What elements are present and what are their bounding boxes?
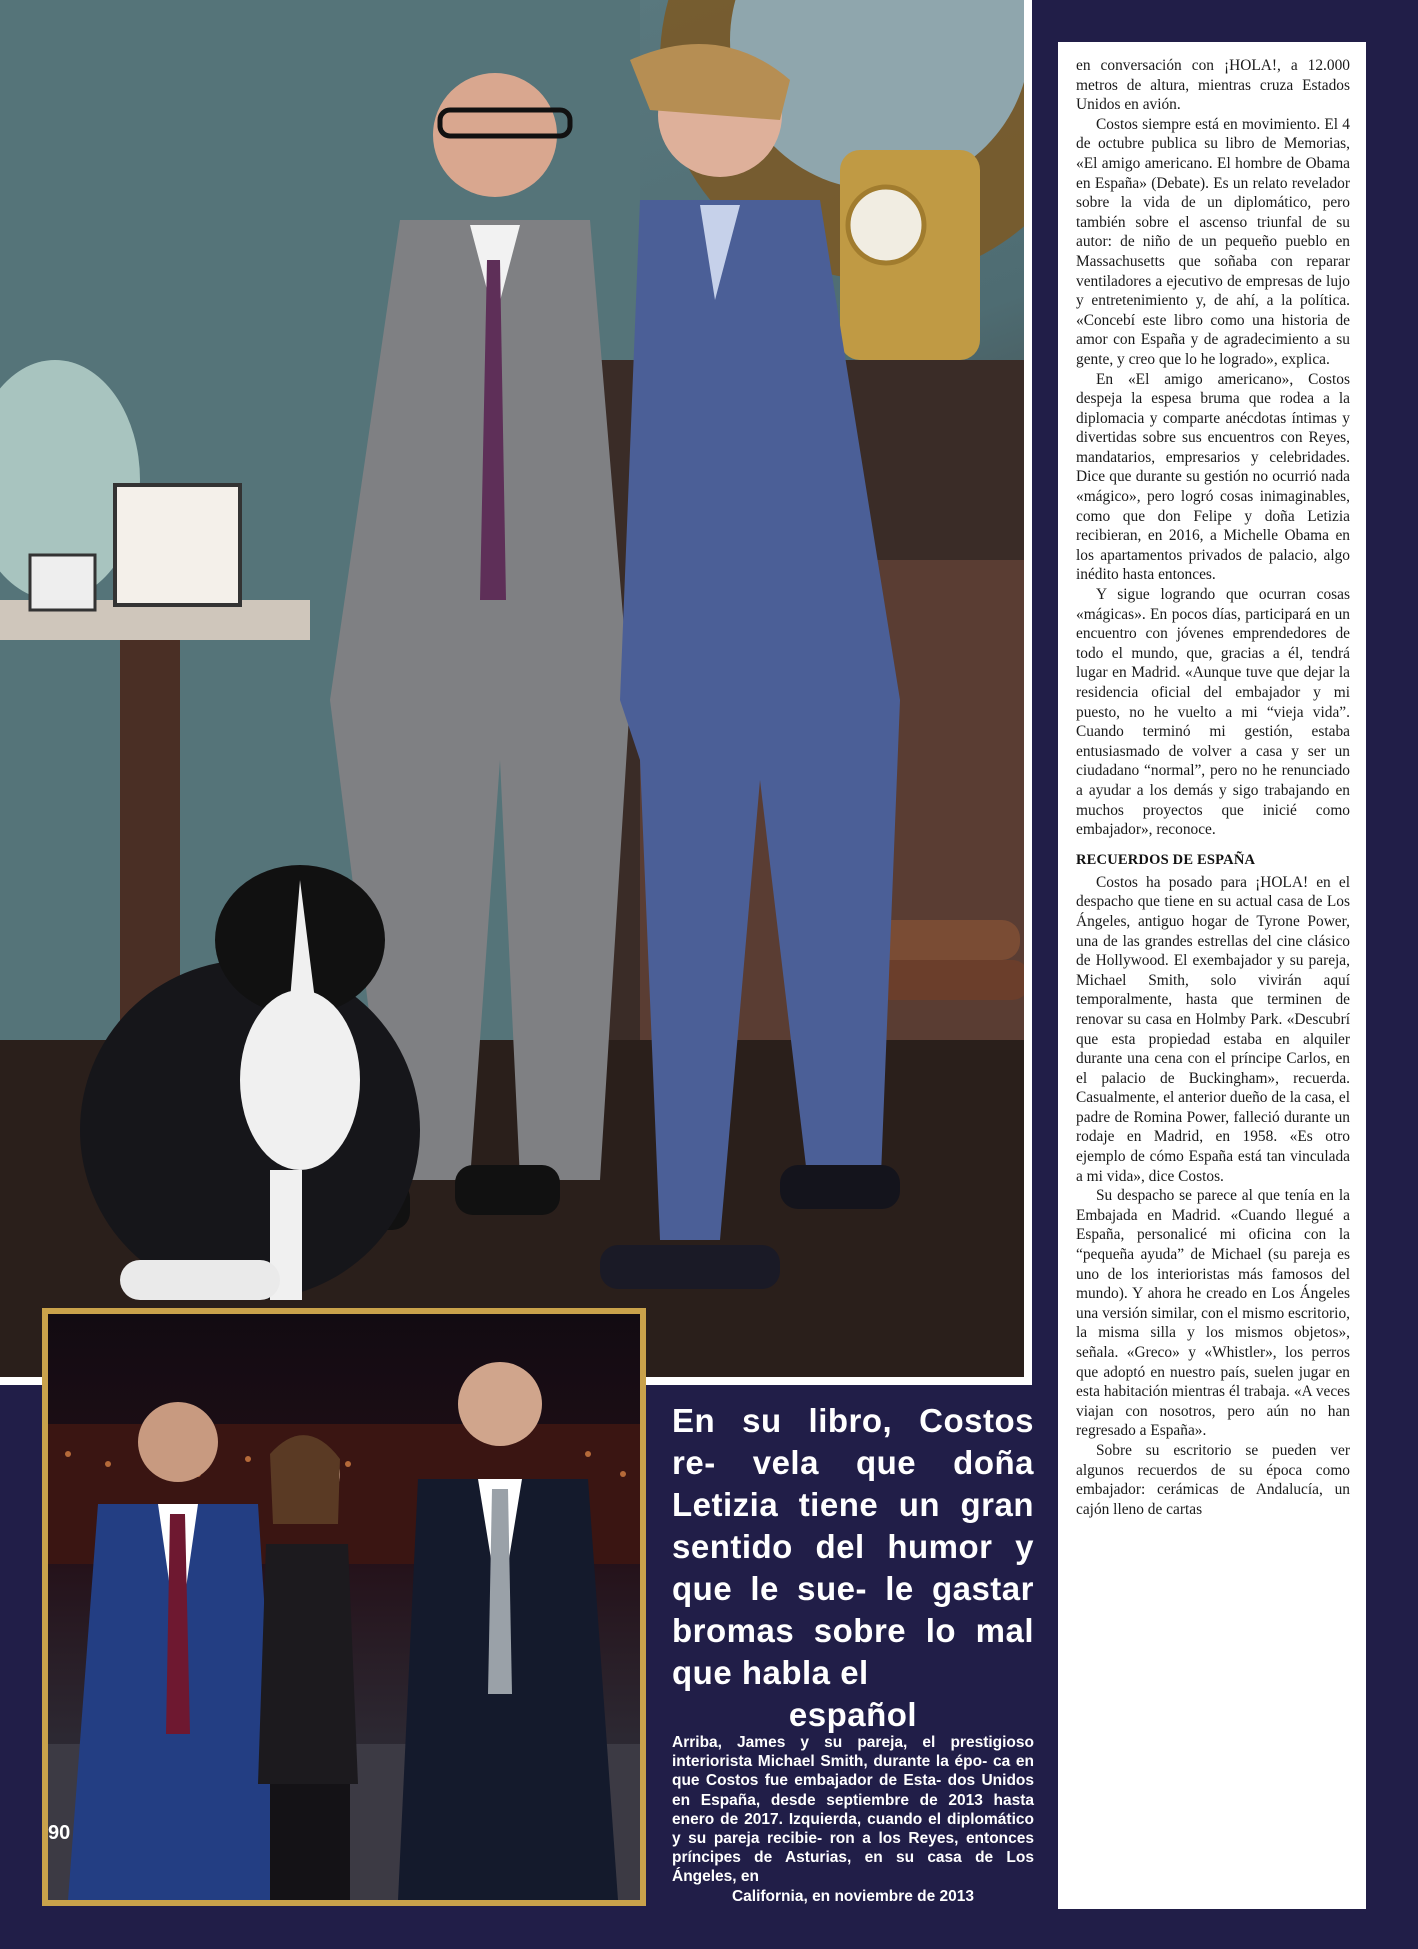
article-column xyxy=(1058,42,1366,1909)
photo-caption xyxy=(672,1733,1034,1906)
article-paragraph: En «El amigo americano», Costos despeja la espesa bruma que rodea a la diplomacia y comparte anécdotas íntimas y divertidas sobre sus encuentros con Reyes, mandatarios, empresarios y celebridades. Dice que durante su gestión no ocurrió nada «mágico», pero logró cosas inimaginables, como que don Felipe y doña Letizia recibieran, en 2016, a Michelle Obama en los apartamentos privados de palacio, algo inédito hasta entonces. xyxy=(1076,370,1350,584)
caption-last-line: California, en noviembre de 2013 xyxy=(731,1887,975,1905)
article-paragraph: Costos ha posado para ¡HOLA! en el despacho que tiene en su actual casa de Los Ángeles, antiguo hogar de Tyrone Power, una de las grandes estrellas del cine clásico de Hollywood. El exembajador y su pareja, Michael Smith, solo vivirán aquí temporalmente, hasta que terminen de renovar su casa en Holmby Park. «Descubrí que esta propiedad estaba en alquiler durante una cena con el príncipe Carlos, en el palacio de Buckingham», recuerda. Casualmente, el anterior dueño de la casa, el padre de Romina Power, falleció durante un rodaje en Madrid, en 1958. «Es otro ejemplo de cómo España está tan vinculada a mi vida», dice Costos. xyxy=(1076,873,1350,1185)
caption-line: ca en que Costos fue embajador de Esta- xyxy=(672,1753,1035,1790)
pull-quote-line: del humor y que le sue- xyxy=(672,1528,1034,1607)
pull-quote-line: vela que doña Letizia xyxy=(672,1444,1034,1523)
article-paragraph: Costos siempre está en movimiento. El 4 de octubre publica su libro de Memorias, «El amigo americano. El hombre de Obama en España» (Debate). Es un relato revelador sobre la vida de un diplomático, pero también sobre el ascenso triunfal de su autor: de niño de un pequeño pueblo en Massachusetts que soñaba con reparar ventiladores a ejecutivo de empresas de lujo y entretenimiento y, de ahí, a la política. «Concebí este libro como una historia de amor con España y de agradecimiento a su gente, y creo que lo he logrado», explica. xyxy=(1076,115,1350,368)
caption-line: cuando el diplomático y su pareja recibie- xyxy=(672,1810,1034,1848)
caption-line: ron a los Reyes, entonces príncipes de xyxy=(672,1830,1034,1867)
pull-quote-last-line: español xyxy=(788,1696,918,1733)
caption-line: Arriba, James y su pareja, el prestigioso xyxy=(672,1734,1034,1751)
pull-quote-line: En su libro, Costos re- xyxy=(672,1402,1034,1481)
article-paragraph: en conversación con ¡HOLA!, a 12.000 metros de altura, mientras cruza Estados Unidos en avión. xyxy=(1076,57,1350,114)
caption-line: dos Unidos en España, desde septiembre xyxy=(672,1772,1035,1809)
article-paragraph: Y sigue logrando que ocurran cosas «mágicas». En pocos días, participará en un encuentro con jóvenes emprendedores de todo el mundo, que, gracias a él, tendrá lugar en Madrid. «Aunque tuve que dejar la residencia oficial del embajador y mi puesto, no he vuelto a mi “vieja vida”. Cuando terminó mi gestión, estaba entusiasmado de volver a casa y ser un ciudadano “normal”, pero no he renunciado a ayudar a los demás y sigo trabajando en muchos proyectos que inicié como embajador», reconoce. xyxy=(1076,586,1350,839)
page-number: 90 xyxy=(48,1822,71,1844)
article-paragraph: Sobre su escritorio se pueden ver algunos recuerdos de su época como embajador: cerámicas de Andalucía, un cajón lleno de cartas xyxy=(1076,1441,1350,1518)
section-heading: RECUERDOS DE ESPAÑA xyxy=(1076,851,1256,868)
inset-photo xyxy=(42,1308,646,1906)
caption-line: Asturias, en su casa de Los Ángeles, en xyxy=(672,1849,1034,1886)
caption-line: interiorista Michael Smith, durante la épo- xyxy=(672,1753,988,1771)
pull-quote-line: tiene un gran sentido xyxy=(672,1486,1034,1565)
caption-line: de 2013 hasta enero de 2017. Izquierda, xyxy=(672,1791,1034,1828)
pull-quote-line: lo mal que habla el xyxy=(672,1612,1034,1691)
inset-photo-illustration xyxy=(48,1314,640,1900)
pull-quote-line: le gastar bromas sobre xyxy=(672,1570,1034,1649)
article-paragraph: Su despacho se parece al que tenía en la Embajada en Madrid. «Cuando llegué a España, personalicé mi oficina con la “pequeña ayuda” de Michael (su pareja es uno de los interioristas más famosos del mundo). Y ahora he creado en Los Ángeles una versión similar, con el mismo escritorio, la misma silla y los mismos objetos», señala. «Greco» y «Whistler», los perros que adoptó en nuestro país, suelen jugar en esta habitación mientras él trabaja. «A veces viajan con nosotros, pero aún no han regresado a España». xyxy=(1076,1187,1350,1440)
pull-quote xyxy=(672,1400,1034,1736)
